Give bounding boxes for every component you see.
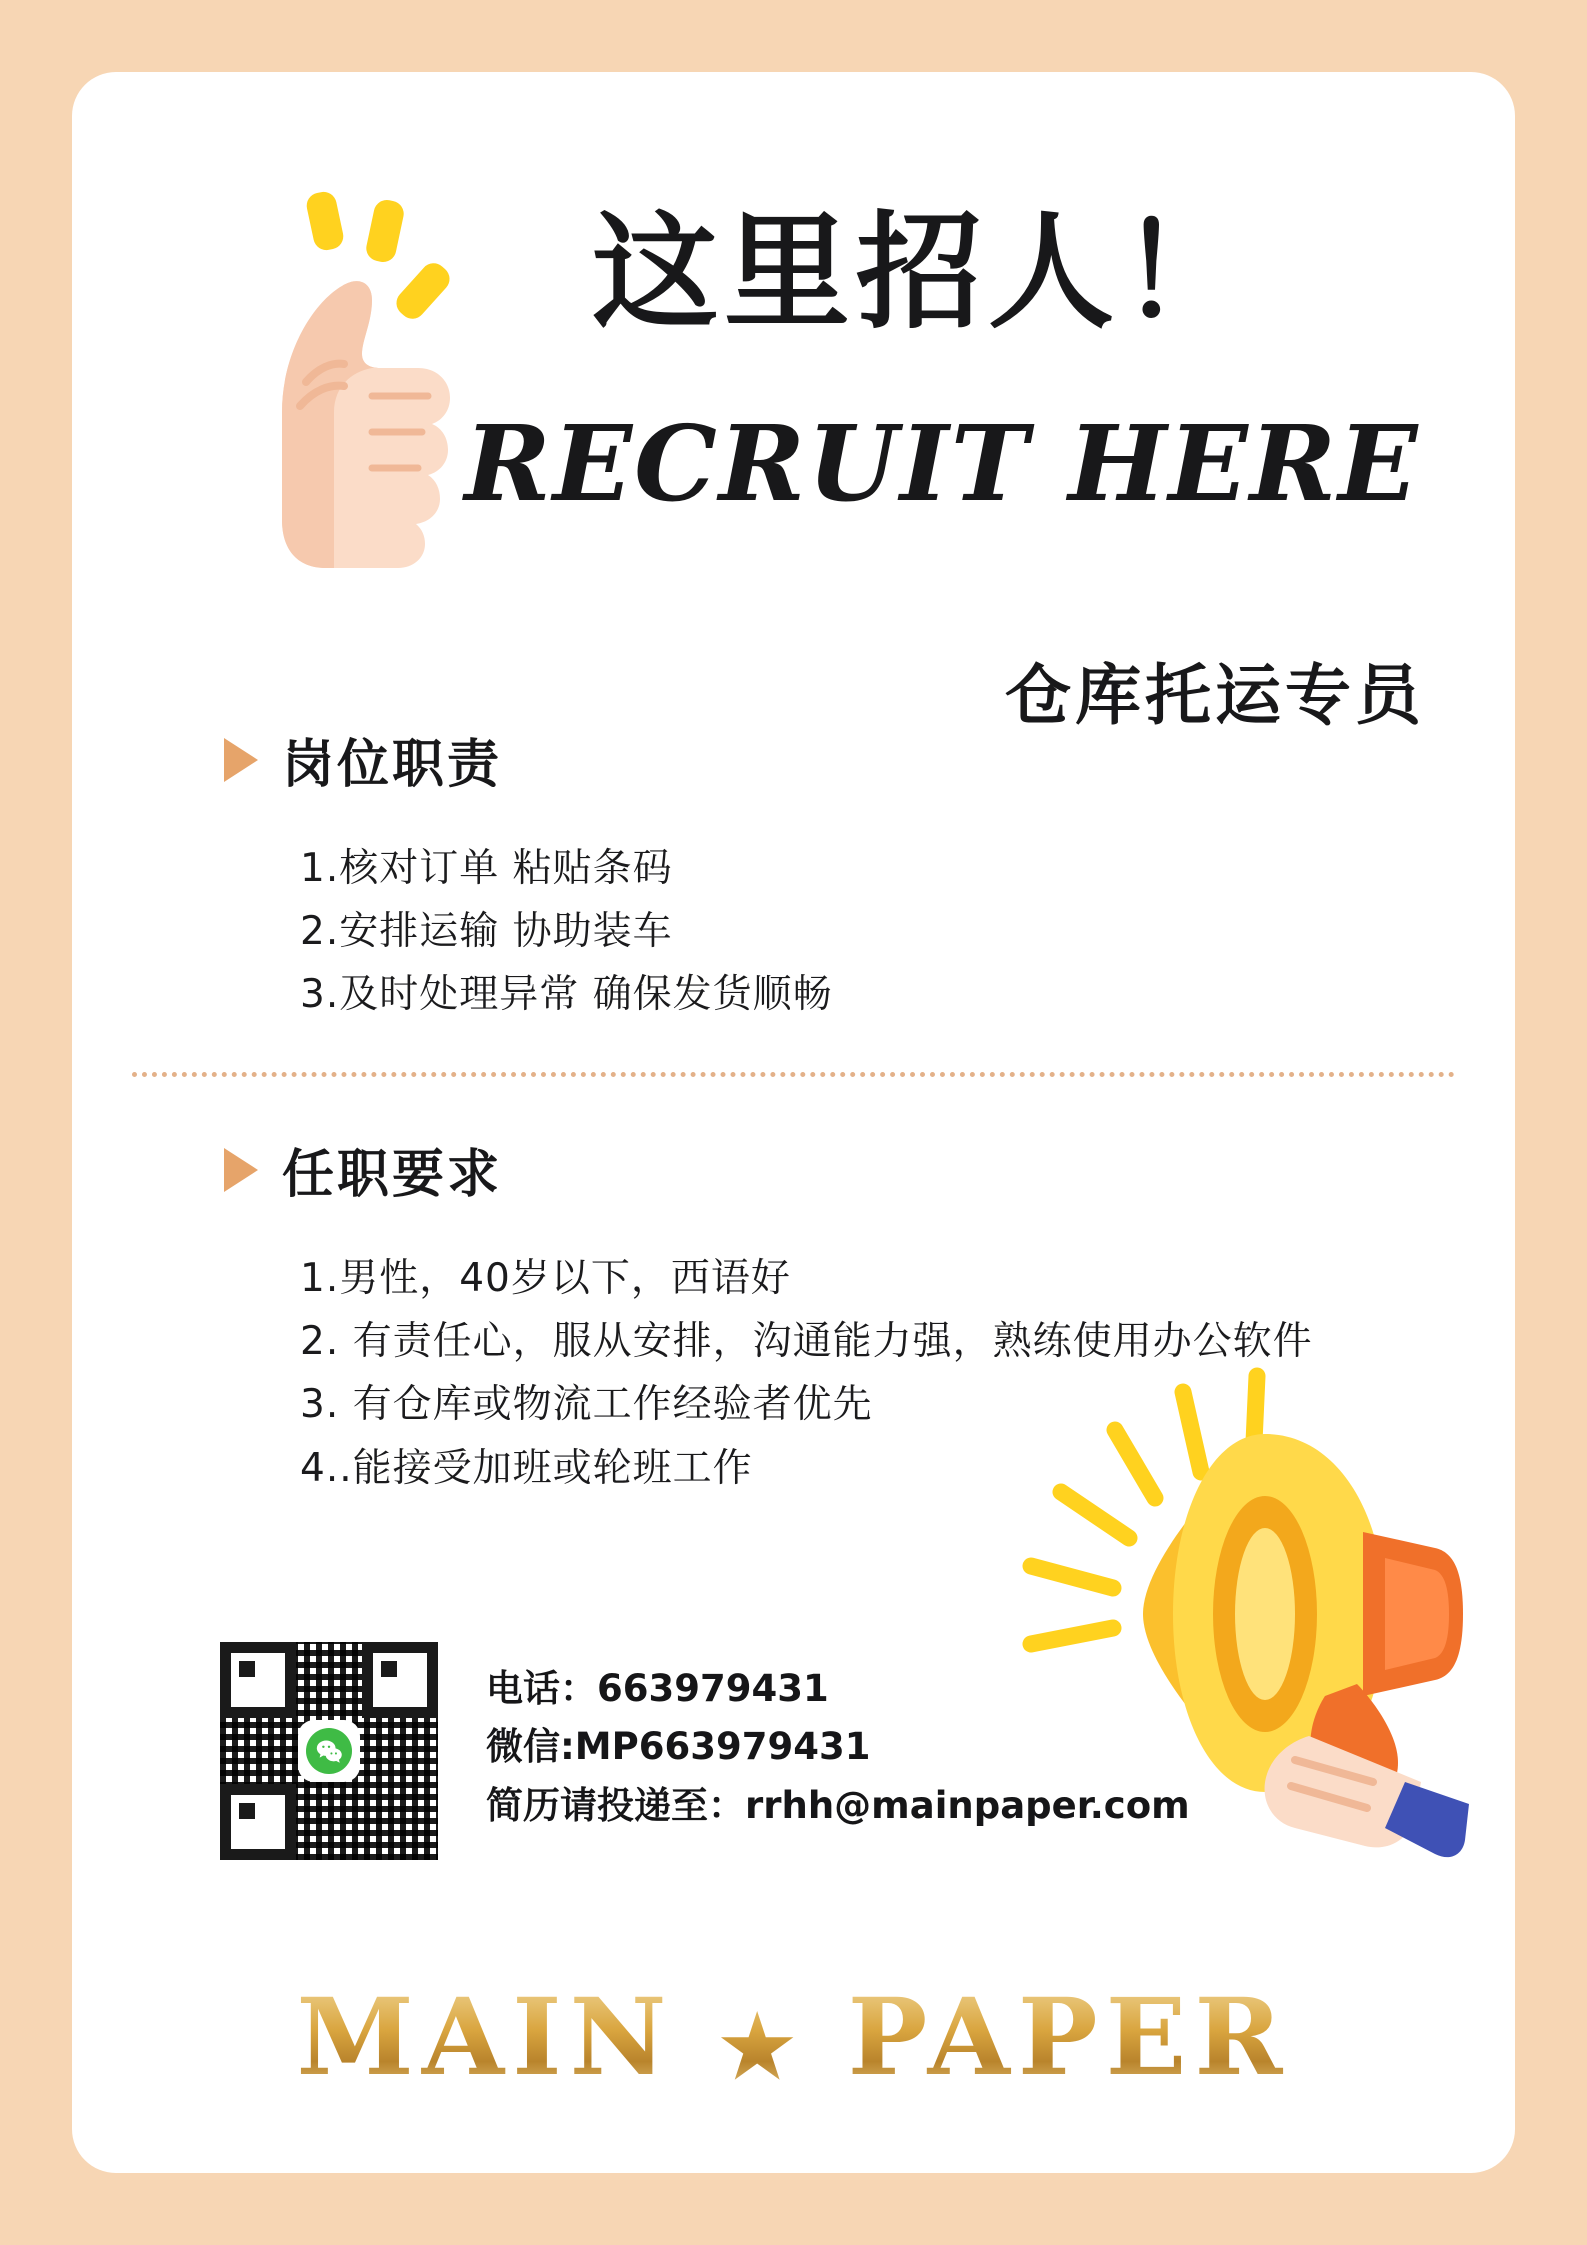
section-heading-row (224, 1132, 1515, 1207)
poster-header (72, 72, 1515, 772)
qr-eye-top-left (220, 1642, 296, 1718)
list-item: 1.核对订单 粘贴条码 (300, 846, 673, 891)
section-title: 岗位职责 (282, 735, 503, 795)
wechat-icon (306, 1728, 352, 1774)
qr-eye-bottom-left (220, 1784, 296, 1860)
brand-left: MAIN (296, 1974, 675, 2099)
page-title-en: RECRUIT HERE (464, 402, 1420, 525)
contact-lines (486, 1660, 1190, 1835)
list-item: 3. 有仓库或物流工作经验者优先 (300, 1382, 873, 1428)
duties-list (300, 837, 1515, 1027)
section-duties (72, 722, 1515, 1027)
star-icon: ★ (719, 1996, 803, 2096)
brand-logo (72, 1974, 1515, 2099)
job-position-title: 仓库托运专员 (1005, 657, 1425, 734)
triangle-bullet-icon (224, 738, 258, 782)
section-heading-row (224, 722, 1515, 797)
page-title: 这里招人！ (592, 199, 1252, 346)
dotted-divider (132, 1072, 1455, 1077)
poster-card (72, 72, 1515, 2173)
wechat-qr-code[interactable] (220, 1642, 438, 1860)
contact-block (220, 1642, 1190, 1860)
contact-wechat: 微信:MP663979431 (486, 1725, 871, 1769)
section-title: 任职要求 (282, 1145, 503, 1205)
contact-phone: 电话：663979431 (486, 1667, 829, 1710)
contact-email: 简历请投递至：rrhh@mainpaper.com (486, 1783, 1190, 1827)
qr-eye-top-right (362, 1642, 438, 1718)
list-item: 2. 有责任心，服从安排，沟通能力强，熟练使用办公软件 (300, 1319, 1313, 1365)
list-item: 4..能接受加班或轮班工作 (300, 1445, 753, 1491)
list-item: 1.男性，40岁以下，西语好 (300, 1256, 791, 1301)
triangle-bullet-icon (224, 1148, 258, 1192)
list-item: 3.及时处理异常 确保发货顺畅 (300, 972, 833, 1018)
brand-right: PAPER (847, 1974, 1291, 2099)
list-item: 2.安排运输 协助装车 (300, 909, 673, 955)
